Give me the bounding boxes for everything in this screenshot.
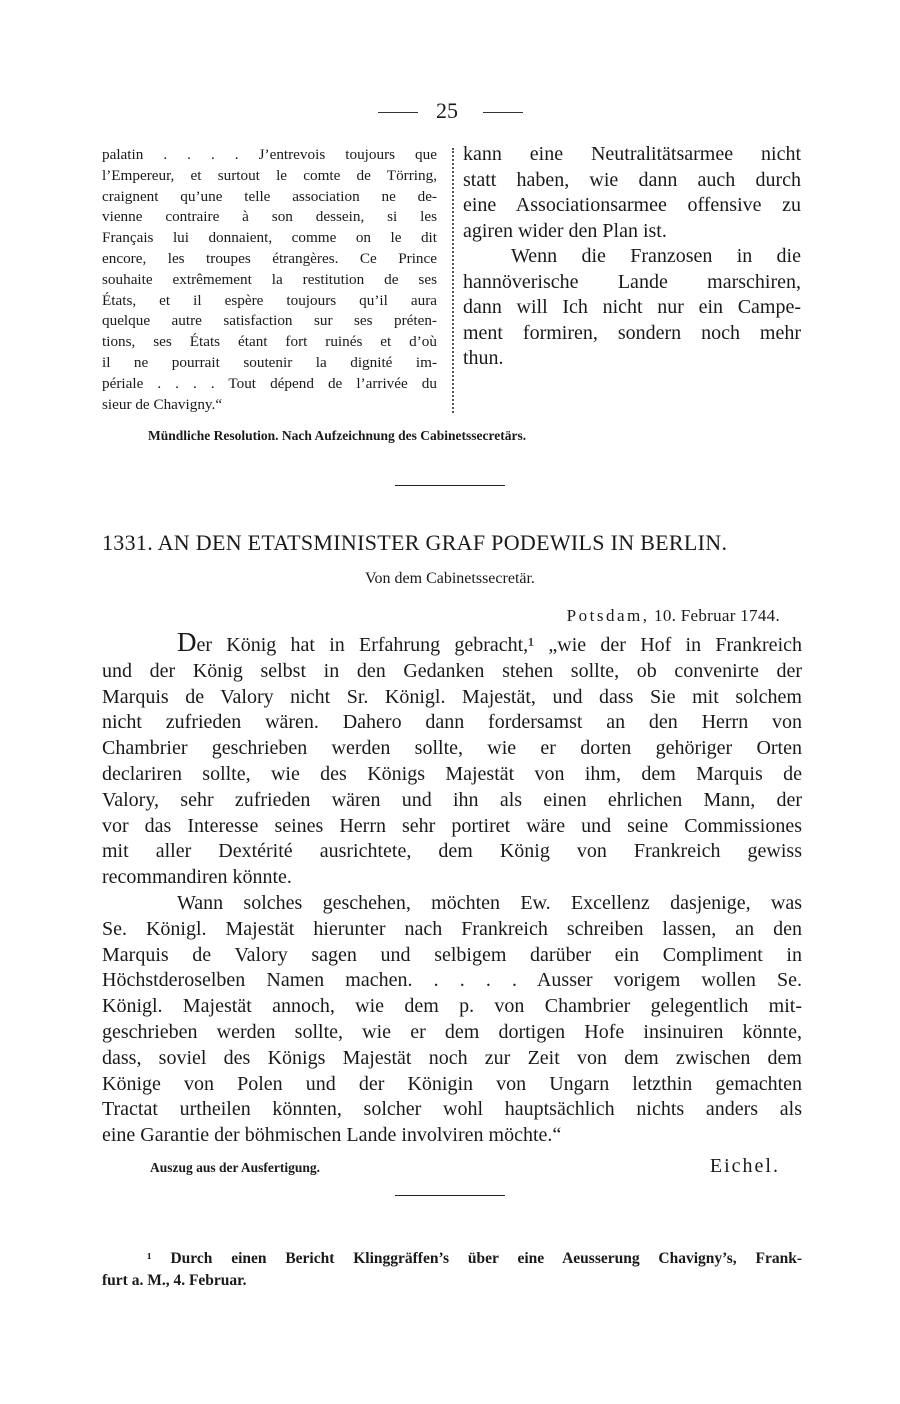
letter-place: Potsdam, bbox=[566, 606, 650, 625]
letter-dateline bbox=[567, 606, 780, 626]
letter-body-line: Chambrier geschrieben werden sollte, wie er dorten gehöriger Orten bbox=[102, 737, 802, 760]
left-column-line: souhaite extrêmement la restitution de ses bbox=[102, 270, 437, 288]
letter-dropcap: D bbox=[177, 627, 197, 657]
letter-body bbox=[102, 627, 802, 1149]
letter-date: 10. Februar 1744. bbox=[654, 606, 780, 625]
letter-body-line: recommandiren könnte. bbox=[102, 866, 292, 889]
letter-body-line: Valory, sehr zufrieden wären und ihn als einen ehrlichen Mann, der bbox=[102, 788, 802, 811]
right-column-line: kann eine Neutralitätsarmee nicht bbox=[463, 143, 801, 165]
letter-body-line: Wann solches geschehen, möchten Ew. Excellenz dasjenige, was bbox=[177, 891, 802, 914]
letter-subheading: Von dem Cabinetssecretär. bbox=[365, 570, 535, 587]
footnote-line: ¹ Durch einen Bericht Klinggräffen’s über eine Aeusserung Chavigny’s, Frank- bbox=[147, 1250, 802, 1267]
letter-body-line: eine Garantie der böhmischen Lande involviren möchte.“ bbox=[102, 1124, 562, 1147]
left-column-line: craignent qu’une telle association ne de- bbox=[102, 187, 437, 205]
letter-body-line: Marquis de Valory nicht Sr. Königl. Majestät, und dass Sie mit solchem bbox=[102, 685, 802, 708]
right-column-line: ment formiren, sondern noch mehr bbox=[463, 321, 801, 344]
right-column bbox=[463, 142, 801, 372]
page-header bbox=[0, 98, 900, 128]
left-column-line: périale . . . . Tout dépend de l’arrivée du bbox=[102, 374, 437, 392]
letter-body-line-text: er König hat in Erfahrung gebracht,¹ „wie der Hof in Frankreich bbox=[196, 634, 802, 656]
footnote-line: furt a. M., 4. Februar. bbox=[102, 1272, 247, 1289]
right-column-line: hannöverische Lande marschiren, bbox=[463, 270, 801, 293]
letter-body-line: nicht zufrieden wären. Dahero dann fordersamst an den Herrn von bbox=[102, 711, 802, 734]
left-column bbox=[102, 145, 437, 415]
left-column-line: palatin . . . . J’entrevois toujours que bbox=[102, 146, 437, 163]
footnote bbox=[102, 1248, 802, 1292]
left-column-line: États, et il espère toujours qu’il aura bbox=[102, 291, 437, 309]
letter-body-line: declariren sollte, wie des Königs Majestät von ihm, dem Marquis de bbox=[102, 762, 802, 785]
letter-body-line: mit aller Dextérité ausrichtete, dem König von Frankreich gewiss bbox=[102, 840, 802, 863]
right-column-line: thun. bbox=[463, 347, 504, 369]
left-column-line: l’Empereur, et surtout le comte de Törring, bbox=[102, 166, 437, 184]
left-column-line: Français lui donnaient, comme on le dit bbox=[102, 229, 437, 247]
footnote-rule bbox=[395, 1195, 505, 1196]
left-column-line: il ne pourrait soutenir la dignité im- bbox=[102, 353, 437, 371]
left-column-line: tions, ses États étant fort ruinés et d’où bbox=[102, 333, 437, 351]
column-divider bbox=[452, 148, 454, 413]
header-rule-left bbox=[378, 112, 418, 113]
letter-signature: Eichel. bbox=[709, 1155, 780, 1177]
resolution-note: Mündliche Resolution. Nach Aufzeichnung des Cabinetssecretärs. bbox=[148, 428, 527, 443]
right-column-line: eine Associationsarmee offensive zu bbox=[463, 194, 801, 216]
left-column-line: quelque autre satisfaction sur ses préten- bbox=[102, 312, 437, 330]
letter-heading: 1331. AN DEN ETATSMINISTER GRAF PODEWILS IN BERLIN. bbox=[102, 530, 728, 555]
left-column-line: sieur de Chavigny.“ bbox=[102, 395, 223, 413]
letter-body-line: Se. Königl. Majestät hierunter nach Frankreich schreiben lassen, an den bbox=[102, 917, 802, 940]
letter-body-line: und der König selbst in den Gedanken stehen sollte, ob convenirte der bbox=[102, 659, 802, 682]
page-number: 25 bbox=[436, 98, 458, 123]
right-column-line: dann will Ich nicht nur ein Campe- bbox=[463, 296, 801, 318]
letter-body-line: Marquis de Valory sagen und selbigem darüber ein Compliment in bbox=[102, 943, 802, 966]
section-rule bbox=[395, 485, 505, 486]
letter-body-line: Höchstderoselben Namen machen. . . . . Ausser vorigem wollen Se. bbox=[102, 969, 802, 992]
left-column-line: encore, les troupes étrangères. Ce Prince bbox=[102, 249, 437, 267]
letter-body-line: Tractat urtheilen könnten, solcher wohl hauptsächlich nichts anders als bbox=[102, 1098, 802, 1121]
letter-body-line: geschrieben werden sollte, wie er dem dortigen Hofe insinuiren könnte, bbox=[102, 1020, 802, 1043]
letter-body-line bbox=[102, 627, 802, 659]
letter-body-line: vor das Interesse seines Herrn sehr portiret wäre und seine Commissiones bbox=[102, 814, 802, 837]
right-column-line: Wenn die Franzosen in die bbox=[511, 245, 801, 267]
left-column-line: vienne contraire à son dessein, si les bbox=[102, 208, 437, 226]
letter-body-line: dass, soviel des Königs Majestät noch zur Zeit von dem zwischen dem bbox=[102, 1046, 802, 1069]
source-note: Auszug aus der Ausfertigung. bbox=[150, 1160, 321, 1175]
header-rule-right bbox=[483, 112, 523, 113]
letter-body-line: Königl. Majestät annoch, wie dem p. von Chambrier gelegentlich mit- bbox=[102, 995, 802, 1018]
right-column-line: statt haben, wie dann auch durch bbox=[463, 168, 801, 191]
right-column-line: agiren wider den Plan ist. bbox=[463, 219, 667, 242]
letter-body-line: Könige von Polen und der Königin von Ungarn letzthin gemachten bbox=[102, 1072, 802, 1095]
